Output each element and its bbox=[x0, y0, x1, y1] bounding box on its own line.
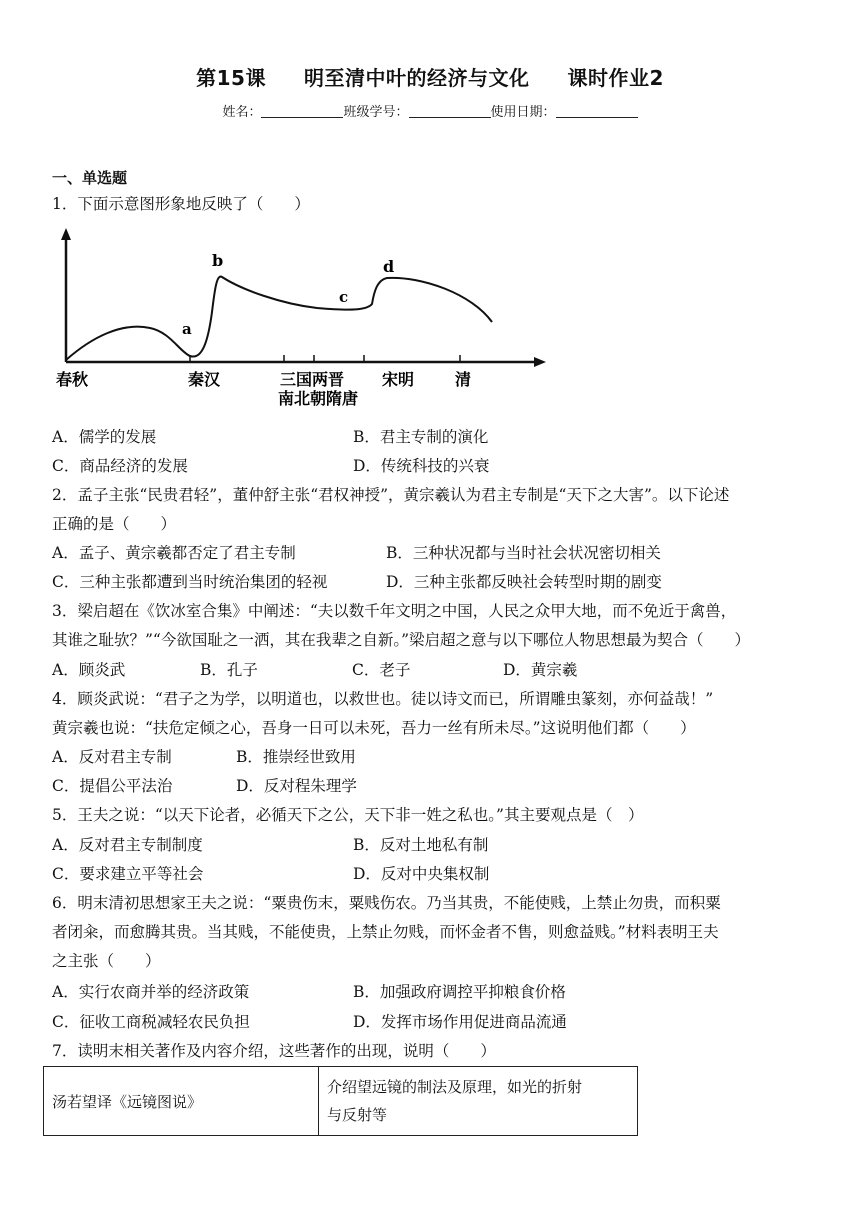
q3-option-b[interactable]: B．孔子 bbox=[200, 661, 258, 679]
q6-option-d[interactable]: D．发挥市场作用促进商品流通 bbox=[353, 1013, 567, 1031]
q1-option-d[interactable]: D．传统科技的兴衰 bbox=[353, 457, 490, 475]
q3-option-c[interactable]: C．老子 bbox=[352, 661, 411, 679]
table-row bbox=[44, 1067, 638, 1136]
lesson-number: 第15课 bbox=[196, 66, 266, 90]
q7-desc-line1: 介绍望远镜的制法及原理，如光的折射 bbox=[327, 1078, 583, 1096]
q7-book-cell: 汤若望译《远镜图说》 bbox=[44, 1067, 319, 1136]
q5-option-c[interactable]: C．要求建立平等社会 bbox=[52, 865, 204, 883]
q6-option-a[interactable]: A．实行农商并举的经济政策 bbox=[52, 983, 250, 1001]
q5-stem: 5．王夫之说：“以天下论者，必循天下之公，天下非一姓之私也。”其主要观点是（ ） bbox=[52, 806, 644, 824]
x-axis-arrow bbox=[534, 357, 546, 367]
q1-option-a[interactable]: A．儒学的发展 bbox=[52, 428, 157, 446]
x-label-qinhan: 秦汉 bbox=[188, 370, 221, 389]
q5-option-d[interactable]: D．反对中央集权制 bbox=[353, 865, 490, 883]
q6-stem-line2: 者闭籴，而愈腾其贵。当其贱，不能使贵，上禁止勿贱，而怀金者不售，则愈益贱。”材料表明王夫 bbox=[52, 923, 719, 941]
date-blank[interactable] bbox=[556, 105, 638, 118]
q6-stem-line3: 之主张（ ） bbox=[52, 952, 161, 970]
q2-option-d[interactable]: D．三种主张都反映社会转型时期的剧变 bbox=[386, 573, 662, 591]
point-label-d: d bbox=[383, 257, 395, 276]
x-label-sanguo: 三国两晋 bbox=[280, 370, 345, 389]
q2-option-c[interactable]: C．三种主张都遭到当时统治集团的轻视 bbox=[52, 573, 328, 591]
q7-table bbox=[43, 1066, 638, 1136]
date-label: 使用日期： bbox=[490, 105, 556, 120]
point-label-b: b bbox=[212, 251, 224, 270]
q4-option-b[interactable]: B．推崇经世致用 bbox=[236, 748, 356, 766]
q1-option-c[interactable]: C．商品经济的发展 bbox=[52, 457, 188, 475]
x-label-chunqiu: 春秋 bbox=[56, 370, 89, 389]
y-axis-arrow bbox=[61, 228, 71, 240]
q1-chart bbox=[52, 222, 552, 412]
q2-stem-line2: 正确的是（ ） bbox=[52, 515, 177, 533]
name-blank[interactable] bbox=[261, 105, 343, 118]
student-info-line bbox=[0, 101, 860, 120]
q3-stem-line1: 3．梁启超在《饮冰室合集》中阐述：“夫以数千年文明之中国，人民之众甲大地，而不免近于禽兽， bbox=[52, 602, 737, 620]
name-label: 姓名： bbox=[222, 105, 262, 120]
q5-option-b[interactable]: B．反对土地私有制 bbox=[353, 836, 489, 854]
section-title: 一、单选题 bbox=[52, 169, 128, 187]
q2-option-b[interactable]: B．三种状况都与当时社会状况密切相关 bbox=[386, 544, 661, 562]
q7-stem: 7．读明末相关著作及内容介绍，这些著作的出现，说明（ ） bbox=[52, 1042, 496, 1060]
class-label: 班级学号： bbox=[343, 105, 409, 120]
q1-option-b[interactable]: B．君主专制的演化 bbox=[353, 428, 489, 446]
q4-stem-line1: 4．顾炎武说：“君子之为学，以明道也，以救世也。徒以诗文而已，所谓雕虫篆刻，亦何益哉！” bbox=[52, 690, 714, 708]
q4-option-a[interactable]: A．反对君主专制 bbox=[52, 748, 172, 766]
trend-curve bbox=[66, 277, 492, 360]
x-label-qing: 清 bbox=[455, 370, 472, 389]
point-label-a: a bbox=[182, 320, 192, 338]
q5-option-a[interactable]: A．反对君主专制制度 bbox=[52, 836, 203, 854]
q3-option-a[interactable]: A．顾炎武 bbox=[52, 661, 126, 679]
q7-desc-cell bbox=[319, 1067, 638, 1136]
q4-option-d[interactable]: D．反对程朱理学 bbox=[236, 777, 357, 795]
q3-stem-line2: 其谁之耻欤？”“今欲国耻之一洒，其在我辈之自新。”梁启超之意与以下哪位人物思想最为契合（ ） bbox=[52, 631, 751, 649]
q6-stem-line1: 6．明末清初思想家王夫之说：“粟贵伤末，粟贱伤农。乃当其贵，不能使贱，上禁止勿贵，而积粟 bbox=[52, 894, 721, 912]
q6-option-b[interactable]: B．加强政府调控平抑粮食价格 bbox=[353, 983, 566, 1001]
q2-stem-line1: 2．孟子主张“民贵君轻”，董仲舒主张“君权神授”，黄宗羲认为君主专制是“天下之大害”。以下论述 bbox=[52, 486, 730, 504]
x-label-nanbeichao: 南北朝隋唐 bbox=[278, 389, 359, 408]
class-blank[interactable] bbox=[409, 105, 491, 118]
q1-stem: 1．下面示意图形象地反映了（ ） bbox=[52, 195, 310, 213]
point-label-c: c bbox=[339, 288, 349, 306]
x-label-songming: 宋明 bbox=[382, 370, 415, 389]
q3-option-d[interactable]: D．黄宗羲 bbox=[503, 661, 578, 679]
q4-stem-line2: 黄宗羲也说：“扶危定倾之心，吾身一日可以未死，吾力一丝有所未尽。”这说明他们都（ ） bbox=[52, 719, 696, 737]
page-title bbox=[0, 62, 860, 91]
q7-desc-line2: 与反射等 bbox=[327, 1106, 388, 1124]
lesson-topic: 明至清中叶的经济与文化 bbox=[303, 66, 530, 90]
q2-option-a[interactable]: A．孟子、黄宗羲都否定了君主专制 bbox=[52, 544, 296, 562]
q4-option-c[interactable]: C．提倡公平法治 bbox=[52, 777, 173, 795]
assignment-label: 课时作业2 bbox=[567, 66, 664, 90]
q6-option-c[interactable]: C．征收工商税减轻农民负担 bbox=[52, 1013, 250, 1031]
